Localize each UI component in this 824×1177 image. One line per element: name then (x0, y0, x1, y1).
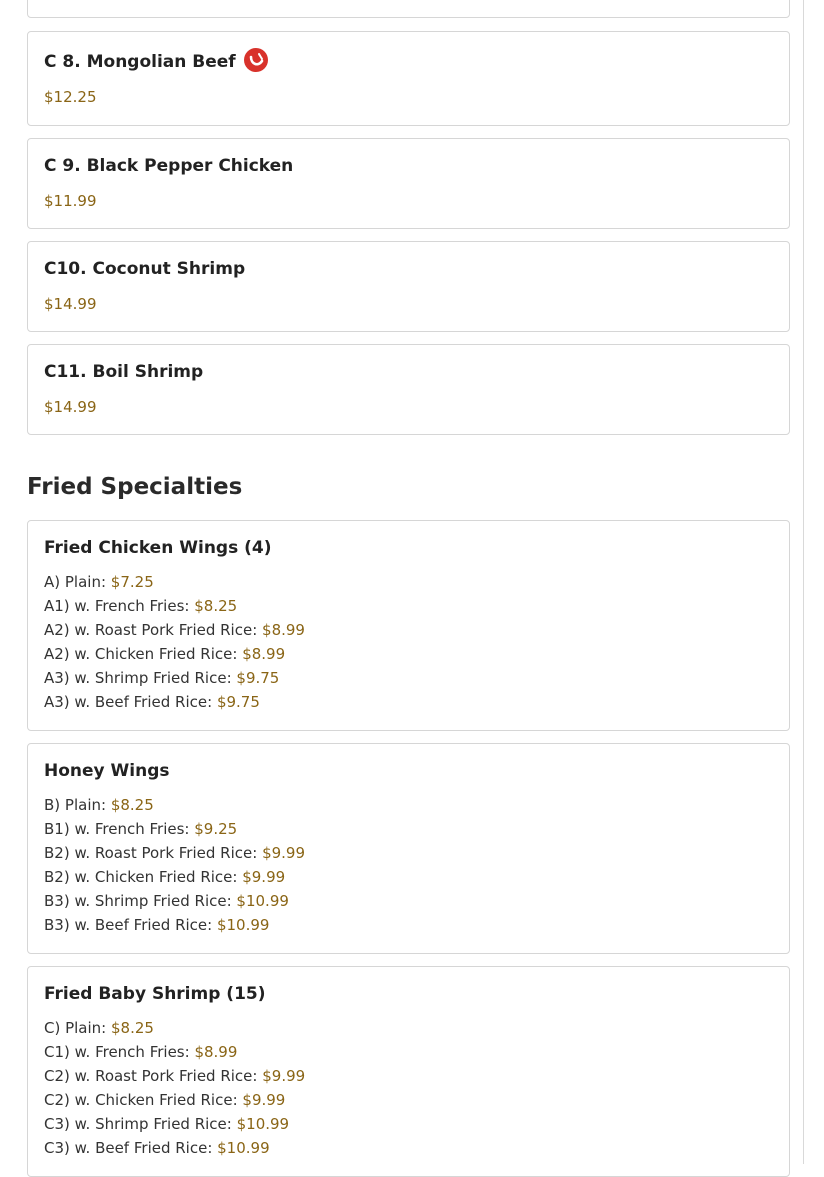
option-price: $8.99 (194, 1043, 238, 1061)
menu-item-price: $14.99 (44, 295, 97, 313)
menu-item-card[interactable] (27, 966, 790, 1177)
option-price: $9.99 (242, 868, 286, 886)
option-row (44, 666, 305, 690)
spicy-pepper-icon (244, 48, 268, 72)
option-label: A3) w. Shrimp Fried Rice: (44, 669, 237, 687)
option-row (44, 642, 305, 666)
menu-item-name: Fried Baby Shrimp (15) (44, 984, 266, 1004)
option-list (44, 793, 305, 937)
option-price: $10.99 (216, 916, 270, 934)
option-label: B2) w. Roast Pork Fried Rice: (44, 844, 263, 862)
option-price: $9.99 (262, 1067, 306, 1085)
option-label: B2) w. Chicken Fried Rice: (44, 868, 243, 886)
option-label: C3) w. Shrimp Fried Rice: (44, 1115, 237, 1133)
option-price: $9.75 (216, 693, 260, 711)
option-row (44, 690, 305, 714)
option-label: C) Plain: (44, 1019, 111, 1037)
menu-item-title (44, 48, 268, 72)
option-price: $7.25 (110, 573, 154, 591)
option-label: C2) w. Chicken Fried Rice: (44, 1091, 243, 1109)
option-label: A2) w. Chicken Fried Rice: (44, 645, 243, 663)
menu-item-card-partial[interactable] (27, 0, 790, 18)
option-row (44, 817, 305, 841)
menu-item-name: C 9. Black Pepper Chicken (44, 156, 294, 176)
option-list (44, 570, 305, 714)
menu-item-card[interactable] (27, 31, 790, 126)
option-row (44, 841, 305, 865)
option-row (44, 1016, 305, 1040)
option-label: C3) w. Beef Fried Rice: (44, 1139, 218, 1157)
option-price: $10.99 (236, 892, 289, 910)
option-price: $9.75 (236, 669, 280, 687)
menu-item-price: $14.99 (44, 398, 97, 416)
option-row (44, 594, 305, 618)
option-row (44, 793, 305, 817)
option-label: A3) w. Beef Fried Rice: (44, 693, 217, 711)
section-title: Fried Specialties (27, 474, 243, 500)
menu-item-price: $11.99 (44, 192, 97, 210)
option-price: $8.25 (194, 597, 238, 615)
menu-item-name: C 8. Mongolian Beef (44, 52, 236, 72)
scrollbar-track[interactable] (803, 0, 804, 1164)
option-price: $9.99 (262, 844, 306, 862)
option-label: A) Plain: (44, 573, 111, 591)
menu-item-card[interactable] (27, 520, 790, 731)
menu-item-name: C11. Boil Shrimp (44, 362, 204, 382)
option-row (44, 1112, 305, 1136)
option-label: A2) w. Roast Pork Fried Rice: (44, 621, 263, 639)
option-row (44, 1040, 305, 1064)
option-row (44, 1088, 305, 1112)
option-label: B3) w. Shrimp Fried Rice: (44, 892, 237, 910)
option-price: $8.99 (262, 621, 305, 639)
option-list (44, 1016, 305, 1160)
menu-item-card[interactable] (27, 344, 790, 435)
option-row (44, 1136, 305, 1160)
option-label: B1) w. French Fries: (44, 820, 195, 838)
option-row (44, 865, 305, 889)
option-price: $10.99 (217, 1139, 270, 1157)
option-price: $8.25 (111, 1019, 154, 1037)
option-row (44, 889, 305, 913)
option-row (44, 618, 305, 642)
menu-item-price: $12.25 (44, 88, 97, 106)
option-row (44, 1064, 305, 1088)
option-label: B3) w. Beef Fried Rice: (44, 916, 217, 934)
option-price: $10.99 (236, 1115, 290, 1133)
option-label: A1) w. French Fries: (44, 597, 195, 615)
menu-item-card[interactable] (27, 241, 790, 332)
menu-item-name: C10. Coconut Shrimp (44, 259, 246, 279)
option-price: $9.25 (194, 820, 238, 838)
option-price: $9.99 (242, 1091, 286, 1109)
menu-item-card[interactable] (27, 743, 790, 954)
option-price: $8.25 (110, 796, 154, 814)
option-row (44, 913, 305, 937)
option-label: C1) w. French Fries: (44, 1043, 195, 1061)
menu-item-name: Honey Wings (44, 761, 170, 781)
option-row (44, 570, 305, 594)
option-label: C2) w. Roast Pork Fried Rice: (44, 1067, 263, 1085)
option-label: B) Plain: (44, 796, 111, 814)
menu-item-card[interactable] (27, 138, 790, 229)
menu-item-name: Fried Chicken Wings (4) (44, 538, 272, 558)
option-price: $8.99 (242, 645, 286, 663)
